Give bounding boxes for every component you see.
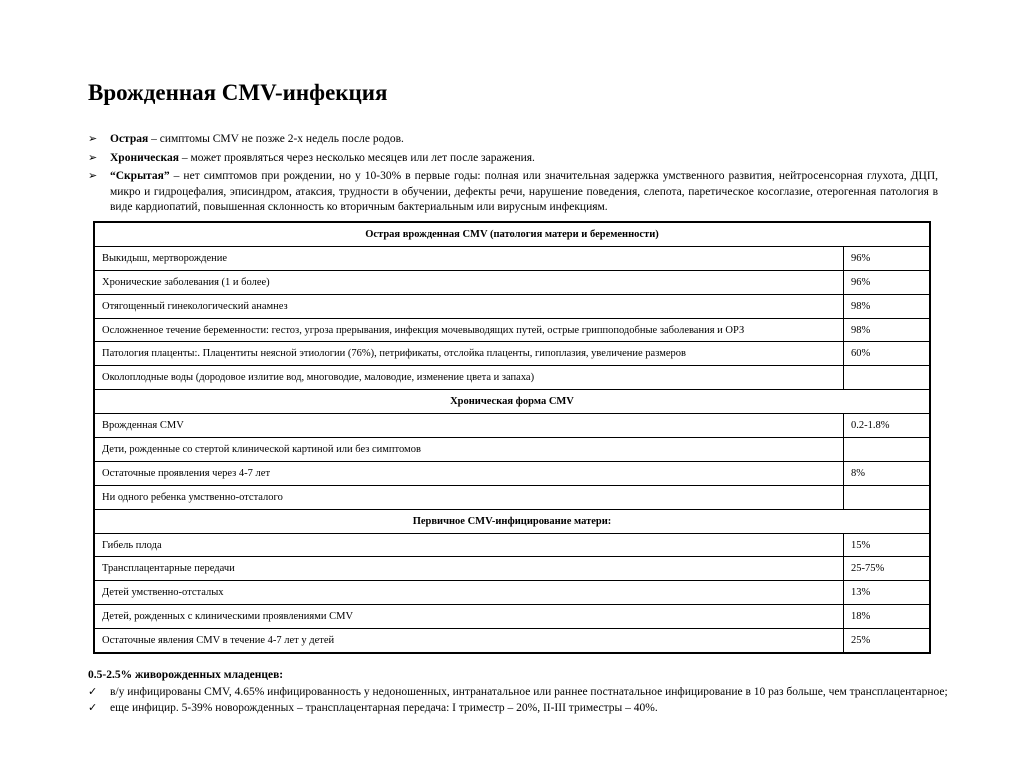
arrow-bullet-icon: ➢ bbox=[88, 170, 98, 182]
arrow-bullet-icon: ➢ bbox=[88, 151, 98, 164]
row-label: Хронические заболевания (1 и более) bbox=[94, 270, 844, 294]
table-row bbox=[94, 581, 930, 605]
intro-item-chronic bbox=[88, 151, 938, 167]
table-row bbox=[94, 270, 930, 294]
table-row bbox=[94, 294, 930, 318]
checkmark-icon: ✓ bbox=[88, 702, 98, 714]
row-value: 98% bbox=[844, 318, 931, 342]
table-row bbox=[94, 461, 930, 485]
table-row bbox=[94, 557, 930, 581]
summary-item bbox=[88, 701, 988, 716]
intro-list bbox=[88, 132, 938, 219]
cmv-table bbox=[93, 221, 931, 654]
table-section-heading bbox=[94, 509, 930, 533]
row-label: Врожденная CMV bbox=[94, 414, 844, 438]
checkmark-icon: ✓ bbox=[88, 685, 98, 698]
table-row bbox=[94, 533, 930, 557]
summary-section bbox=[88, 668, 988, 718]
row-label: Отягощенный гинекологический анамнез bbox=[94, 294, 844, 318]
row-value: 13% bbox=[844, 581, 931, 605]
summary-item bbox=[88, 685, 988, 700]
row-value bbox=[844, 438, 931, 462]
intro-text-acute: – симптомы CMV не позже 2-х недель после родов. bbox=[148, 133, 404, 145]
row-value: 98% bbox=[844, 294, 931, 318]
table-row bbox=[94, 485, 930, 509]
summary-heading: 0.5-2.5% живорожденных младенцев: bbox=[88, 669, 284, 681]
row-value: 96% bbox=[844, 270, 931, 294]
term-chronic: Хроническая bbox=[110, 151, 179, 164]
row-label: Детей, рожденных с клиническими проявлениями CMV bbox=[94, 605, 844, 629]
table-row bbox=[94, 246, 930, 270]
arrow-bullet-icon: ➢ bbox=[88, 133, 98, 145]
term-hidden: “Скрытая” bbox=[110, 170, 170, 182]
table-row bbox=[94, 342, 930, 366]
row-value bbox=[844, 485, 931, 509]
row-value: 60% bbox=[844, 342, 931, 366]
table-row bbox=[94, 414, 930, 438]
row-label: Осложненное течение беременности: гестоз, угроза прерывания, инфекция мочевыводящих путей, острые гриппоподобные заболевания и ОРЗ bbox=[94, 318, 844, 342]
table-row bbox=[94, 629, 930, 653]
section-heading-acute: Острая врожденная CMV (патология матери и беременности) bbox=[94, 222, 930, 246]
row-label: Остаточные проявления через 4-7 лет bbox=[94, 461, 844, 485]
term-acute: Острая bbox=[110, 133, 149, 145]
row-value: 18% bbox=[844, 605, 931, 629]
table-row bbox=[94, 366, 930, 390]
row-label: Трансплацентарные передачи bbox=[94, 557, 844, 581]
row-value: 8% bbox=[844, 461, 931, 485]
row-label: Дети, рожденные со стертой клинической картиной или без симптомов bbox=[94, 438, 844, 462]
intro-text-chronic: – может проявляться через несколько месяцев или лет после заражения. bbox=[178, 151, 535, 164]
row-label: Патология плаценты:. Плацентиты неясной этиологии (76%), петрификаты, отслойка плаценты, гипоплазия, увеличение размеров bbox=[94, 342, 844, 366]
section-heading-primary: Первичное CMV-инфицирование матери: bbox=[94, 509, 930, 533]
row-label: Детей умственно-отсталых bbox=[94, 581, 844, 605]
table-section-heading bbox=[94, 222, 930, 246]
row-value bbox=[844, 366, 931, 390]
row-label: Околоплодные воды (дородовое излитие вод, многоводие, маловодие, изменение цвета и запаха) bbox=[94, 366, 844, 390]
row-value: 25% bbox=[844, 629, 931, 653]
row-value: 15% bbox=[844, 533, 931, 557]
intro-item-acute bbox=[88, 132, 938, 148]
row-label: Остаточные явления CMV в течение 4-7 лет у детей bbox=[94, 629, 844, 653]
page-title: Врожденная CMV-инфекция bbox=[88, 80, 388, 105]
row-label: Выкидыш, мертворождение bbox=[94, 246, 844, 270]
summary-item-text: еще инфицир. 5-39% новорожденных – трансплацентарная передача: I триместр – 20%, II-III триместры – 40%. bbox=[110, 702, 658, 714]
table-section-heading bbox=[94, 390, 930, 414]
table-row bbox=[94, 438, 930, 462]
row-value: 25-75% bbox=[844, 557, 931, 581]
row-value: 0.2-1.8% bbox=[844, 414, 931, 438]
summary-item-text: в/у инфицированы CMV, 4.65% инфицированность у недоношенных, интранатальное или раннее постнатальное инфицирование в 10 раз больше, чем трансплацентарное; bbox=[110, 685, 948, 698]
intro-item-hidden bbox=[88, 169, 938, 216]
row-label: Ни одного ребенка умственно-отсталого bbox=[94, 485, 844, 509]
intro-text-hidden: – нет симптомов при рождении, но у 10-30% в первые годы: полная или значительная задержка умственного развития, нейтросенсорная глухота, ДЦП, микро и гидроцефалия, эписиндром, атаксия, трудности в обучении, дефекты речи, нарушение поведения, слепота, паретическое косоглазие, отерогенная патология в виде кардиопатий, повышенная склонность ко вторичным бактериальным или вирусным инфекциям. bbox=[110, 170, 938, 213]
row-label: Гибель плода bbox=[94, 533, 844, 557]
row-value: 96% bbox=[844, 246, 931, 270]
section-heading-chronic: Хроническая форма CMV bbox=[94, 390, 930, 414]
table-row bbox=[94, 318, 930, 342]
table-row bbox=[94, 605, 930, 629]
